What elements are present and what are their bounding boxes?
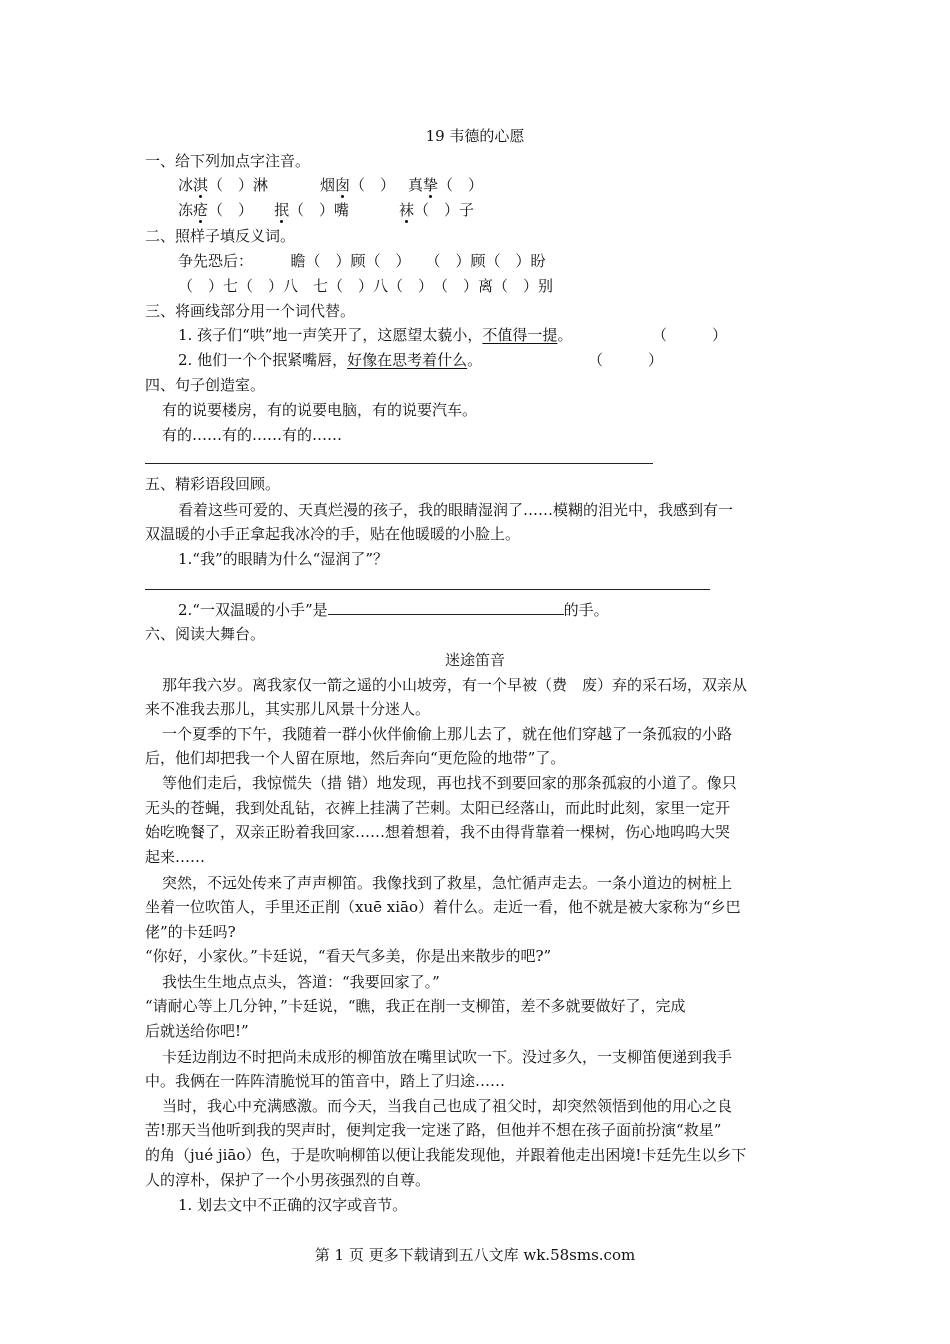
s3-question-1: 1. 孩子们“哄”地一声笑开了，这愿望太藐小，不值得一提。 (178, 326, 573, 344)
story-line: 坐着一位吹笛人，手里还正削（xuē xiāo）着什么。走近一看，他不就是被大家称为“乡巴 (145, 898, 741, 916)
page-title: 19 韦德的心愿 (425, 127, 525, 145)
s1-row2-item2: 抿（ ）嘴 (274, 201, 350, 219)
story-line: 起来…… (145, 848, 206, 866)
s5-passage-line: 看着这些可爱的、天真烂漫的孩子，我的眼睛湿润了……模糊的泪光中，我感到有一 (178, 501, 734, 519)
s1-row1-item2: 烟囱（ ） (320, 176, 396, 194)
story-line: 一个夏季的下午，我随着一群小伙伴偷偷上那儿去了，就在他们穿越了一条孤寂的小路 (162, 725, 733, 743)
story-line: 当时，我心中充满感激。而今天，当我自己也成了祖父时，却突然领悟到他的用心之良 (162, 1097, 733, 1115)
story-line: 始吃晚餐了，双亲正盼着我回家……想着想着，我不由得背靠着一棵树，伤心地呜呜大哭 (145, 823, 731, 841)
s6-question-1: 1. 划去文中不正确的汉字或音节。 (178, 1196, 408, 1214)
story-line: “请耐心等上几分钟，”卡廷说，“瞧，我正在削一支柳笛，差不多就要做好了，完成 (145, 997, 686, 1015)
s1-row2-item3: 袜（ ）子 (399, 201, 475, 219)
s2-heading: 二、照样子填反义词。 (145, 227, 296, 245)
s3-heading: 三、将画线部分用一个词代替。 (145, 302, 356, 320)
story-line: 佬”的卡廷吗? (145, 923, 236, 941)
answer-line (145, 589, 710, 590)
s5-question-2: 2.“一双温暖的小手”是 的手。 (178, 601, 609, 619)
s2-row2: （ ）七（ ）八 七（ ）八（ ） （ ）离（ ）别 (178, 277, 554, 295)
s3-q2-underlined: 好像在思考着什么 (347, 351, 468, 369)
s5-question-1: 1.“我”的眼睛为什么“湿润了”？ (178, 550, 388, 568)
story-line: 后，他们却把我一个人留在原地，然后奔向“更危险的地带”了。 (145, 749, 566, 767)
s5-heading: 五、精彩语段回顾。 (145, 475, 281, 493)
story-line: 卡廷边削边不时把尚未成形的柳笛放在嘴里试吹一下。没过多久，一支柳笛便递到我手 (162, 1048, 733, 1066)
s1-row1-item3: 真挚（ ） (408, 176, 484, 194)
story-line: 后就送给你吧!” (145, 1022, 249, 1040)
s3-q2-answer: （ ） (588, 351, 664, 369)
story-line: 苦!那天当他听到我的哭声时，便判定我一定迷了路，但他并不想在孩子面前扮演“救星” (145, 1121, 722, 1139)
story-line: 那年我六岁。离我家仅一箭之遥的小山坡旁，有一个早被（费 废）弃的采石场，双亲从 (162, 676, 748, 694)
answer-line (145, 463, 653, 464)
story-line: 突然，不远处传来了声声柳笛。我像找到了救星，急忙循声走去。一条小道边的树桩上 (162, 874, 733, 892)
story-line: 来不准我去那儿，其实那儿风景十分迷人。 (145, 700, 431, 718)
s1-row1-item1: 冰淇（ ）淋 (178, 176, 269, 194)
s1-row2-item1: 冻疮（ ） (178, 201, 254, 219)
s3-question-2: 2. 他们一个个抿紧嘴唇，好像在思考着什么。 (178, 351, 483, 369)
story-line: 的角（jué jiāo）色，于是吹响柳笛以便让我能发现他，并跟着他走出困境!卡廷先生以乡下 (145, 1146, 747, 1164)
s4-pattern: 有的……有的……有的…… (162, 426, 343, 444)
story-line: 等他们走后，我惊慌失（措 错）地发现，再也找不到要回家的那条孤寂的小道了。像只 (162, 774, 737, 792)
s1-heading: 一、给下列加点字注音。 (145, 152, 311, 170)
s3-q1-answer: （ ） (652, 326, 728, 344)
story-line: 中。我俩在一阵阵清脆悦耳的笛音中，踏上了归途…… (145, 1072, 506, 1090)
s2-row1: 争先恐后： 瞻（ ）顾（ ） （ ）顾（ ）盼 (178, 252, 546, 270)
page-footer: 第 1 页 更多下载请到五八文库 wk.58sms.com (314, 1246, 636, 1264)
fill-blank (328, 599, 564, 615)
s5-passage-line: 双温暖的小手正拿起我冰冷的手，贴在他暖暖的小脸上。 (145, 525, 521, 543)
s4-example: 有的说要楼房，有的说要电脑，有的说要汽车。 (162, 401, 478, 419)
story-line: 我怯生生地点点头，答道：“我要回家了。” (162, 973, 440, 991)
story-line: 人的淳朴，保护了一个小男孩强烈的自尊。 (145, 1171, 431, 1189)
s3-q1-underlined: 不值得一提 (482, 326, 558, 344)
s4-heading: 四、句子创造室。 (145, 376, 266, 394)
story-line: 无头的苍蝇，我到处乱钻，衣裤上挂满了芒刺。太阳已经落山，而此时此刻，家里一定开 (145, 799, 731, 817)
story-title: 迷途笛音 (444, 651, 505, 669)
story-line: “你好，小家伙。”卡廷说，“看天气多美，你是出来散步的吧?” (145, 947, 552, 965)
s6-heading: 六、阅读大舞台。 (145, 625, 266, 643)
